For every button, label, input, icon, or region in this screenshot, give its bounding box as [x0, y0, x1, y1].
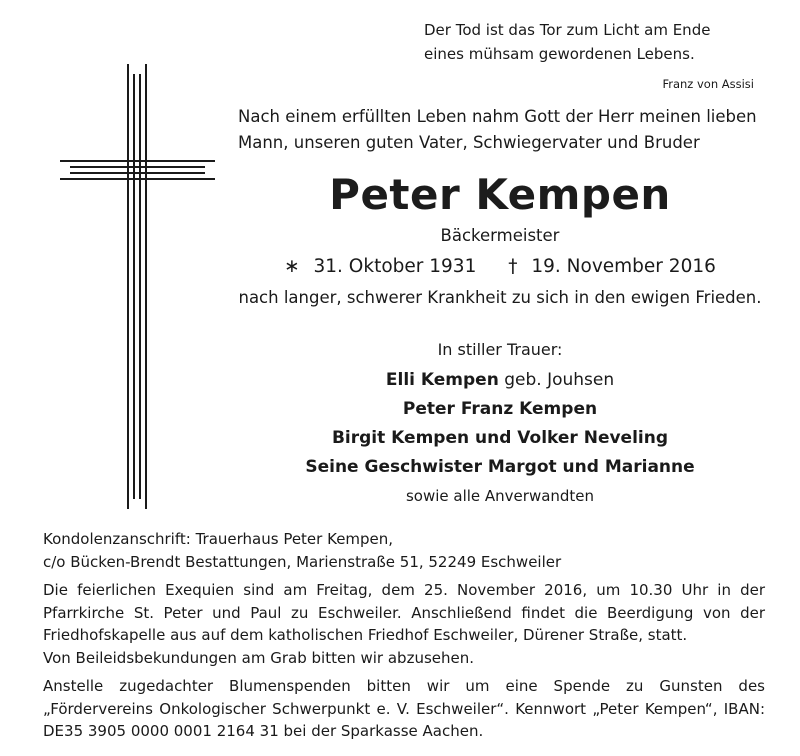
- family-member: Peter Franz Kempen: [402, 399, 598, 419]
- death-date: 19. November 2016: [531, 256, 716, 277]
- epigraph-quote: [424, 18, 754, 96]
- funeral-details: [43, 528, 765, 743]
- quote-line: eines mühsam gewordenen Lebens.: [424, 45, 695, 63]
- intro-line: Nach einem erfüllten Leben nahm Gott der Herr meinen lieben: [238, 107, 757, 126]
- condolence-address: c/o Bücken-Brendt Bestattungen, Marienstraße 51, 52249 Eschweiler: [43, 552, 562, 571]
- family-relatives: sowie alle Anverwandten: [405, 487, 595, 505]
- death-cross-icon: †: [508, 256, 518, 277]
- condolence-address: Kondolenzanschrift: Trauerhaus Peter Kempen,: [43, 530, 394, 548]
- family-member-name: Elli Kempen: [385, 370, 499, 390]
- family-member: [230, 366, 770, 395]
- family-member: Birgit Kempen und Volker Neveling: [331, 428, 669, 448]
- deceased-name: Peter Kempen: [329, 170, 671, 219]
- donation-text: Anstelle zugedachter Blumenspenden bitten wir um eine Spende zu Gunsten des „Fördervereins Onkologischer Schwerpunkt e. V. Eschweiler“. Kennwort „Peter Kempen“, IBAN: DE35 3905 0000 0001 2164 31 bei der Sparkasse Aachen.: [43, 677, 765, 740]
- quote-line: Der Tod ist das Tor zum Licht am Ende: [424, 21, 711, 39]
- condolence-note: Von Beileidsbekundungen am Grab bitten wir abzusehen.: [43, 648, 475, 667]
- life-dates: [230, 256, 770, 277]
- closing-line: nach langer, schwerer Krankheit zu sich in den ewigen Frieden.: [238, 288, 762, 307]
- family-list: [230, 366, 770, 511]
- mourning-heading: In stiller Trauer:: [437, 340, 563, 359]
- cross-icon: [60, 64, 215, 509]
- intro-line: Mann, unseren guten Vater, Schwiegervater und Bruder: [238, 133, 700, 152]
- birth-star-icon: ∗: [284, 256, 300, 277]
- intro-text: [238, 104, 778, 156]
- birth-date: 31. Oktober 1931: [313, 256, 477, 277]
- quote-author: Franz von Assisi: [662, 77, 754, 91]
- funeral-service-text: Die feierlichen Exequien sind am Freitag, dem 25. November 2016, um 10.30 Uhr in der Pfarrkirche St. Peter und Paul zu Eschweiler. Anschließend findet die Beerdigung von der Friedhofskapelle aus auf dem katholischen Friedhof Eschweiler, Dürener Straße, statt.: [43, 581, 765, 644]
- deceased-profession: Bäckermeister: [440, 226, 560, 245]
- family-member-suffix: geb. Jouhsen: [504, 370, 615, 390]
- family-member: Seine Geschwister Margot und Marianne: [305, 457, 695, 477]
